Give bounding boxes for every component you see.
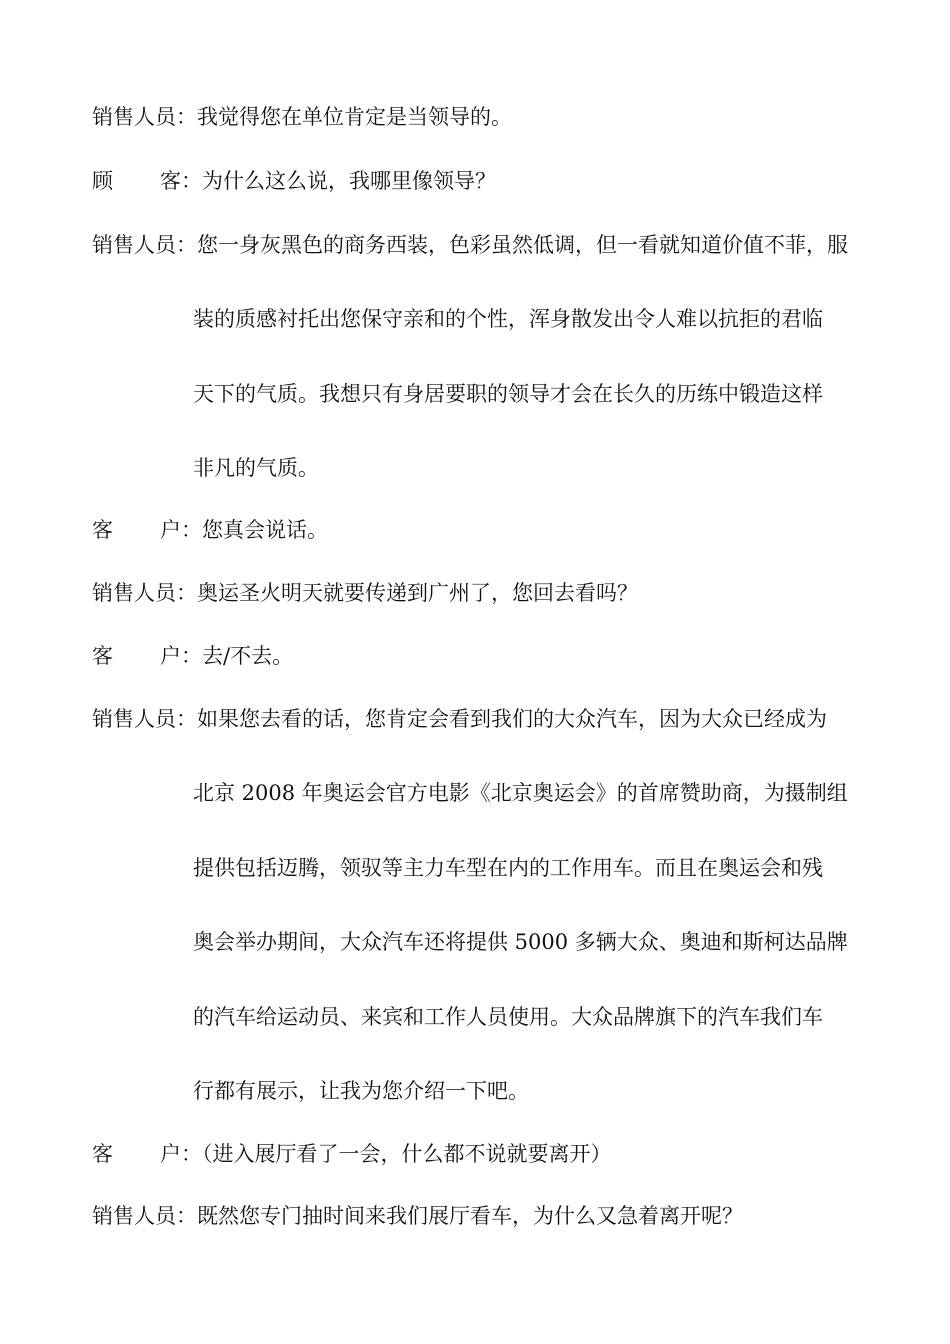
- dialogue-continuation: 天下的气质。我想只有身居要职的领导才会在长久的历练中锻造这样: [193, 382, 823, 406]
- speaker-sales: 销售人员: [92, 105, 176, 129]
- dialogue-line-2: [92, 168, 496, 194]
- dialogue-continuation: 行都有展示，让我为您介绍一下吧。: [193, 1079, 529, 1103]
- speaker-sales: 销售人员: [92, 581, 176, 605]
- dialogue-line-5: [92, 580, 638, 606]
- dialogue-text: ：您真会说话。: [181, 518, 328, 542]
- speaker-client-first-char: 客: [92, 518, 113, 542]
- dialogue-text: ：为什么这么说，我哪里像领导？: [181, 169, 496, 193]
- speaker-client-second-char: 户: [160, 1142, 181, 1166]
- dialogue-line-1: [92, 104, 512, 130]
- speaker-sales: 销售人员: [92, 707, 176, 731]
- speaker-guest-second-char: 客: [160, 169, 181, 193]
- dialogue-continuation: 的汽车给运动员、来宾和工作人员使用。大众品牌旗下的汽车我们车: [193, 1005, 823, 1029]
- dialogue-text: ：我觉得您在单位肯定是当领导的。: [176, 105, 512, 129]
- speaker-client-second-char: 户: [160, 518, 181, 542]
- speaker-sales: 销售人员: [92, 1204, 176, 1228]
- dialogue-continuation: 奥会举办期间，大众汽车还将提供 5000 多辆大众、奥迪和斯柯达品牌: [193, 930, 848, 954]
- dialogue-line-3: [92, 232, 848, 258]
- dialogue-text: ：如果您去看的话，您肯定会看到我们的大众汽车，因为大众已经成为: [176, 707, 827, 731]
- dialogue-line-8: [92, 1141, 612, 1167]
- dialogue-text: ：既然您专门抽时间来我们展厅看车，为什么又急着离开呢？: [176, 1204, 743, 1228]
- speaker-guest-first-char: 顾: [92, 169, 113, 193]
- speaker-client-first-char: 客: [92, 1142, 113, 1166]
- dialogue-continuation: 北京 2008 年奥运会官方电影《北京奥运会》的首席赞助商，为摄制组: [193, 781, 848, 805]
- dialogue-text: ：您一身灰黑色的商务西装，色彩虽然低调，但一看就知道价值不菲，服: [176, 233, 848, 257]
- dialogue-line-9: [92, 1203, 743, 1229]
- dialogue-text: ：去/不去。: [181, 644, 294, 668]
- dialogue-line-7: [92, 706, 827, 732]
- dialogue-continuation: 非凡的气质。: [193, 456, 319, 480]
- speaker-client-second-char: 户: [160, 644, 181, 668]
- dialogue-continuation: 提供包括迈腾，领驭等主力车型在内的工作用车。而且在奥运会和残: [193, 856, 823, 880]
- dialogue-text: ：奥运圣火明天就要传递到广州了，您回去看吗？: [176, 581, 638, 605]
- dialogue-continuation: 装的质感衬托出您保守亲和的个性，浑身散发出令人难以抗拒的君临: [193, 307, 823, 331]
- dialogue-line-6: [92, 643, 293, 669]
- dialogue-text: ：（进入展厅看了一会，什么都不说就要离开）: [181, 1142, 612, 1166]
- speaker-sales: 销售人员: [92, 233, 176, 257]
- dialogue-line-4: [92, 517, 328, 543]
- speaker-client-first-char: 客: [92, 644, 113, 668]
